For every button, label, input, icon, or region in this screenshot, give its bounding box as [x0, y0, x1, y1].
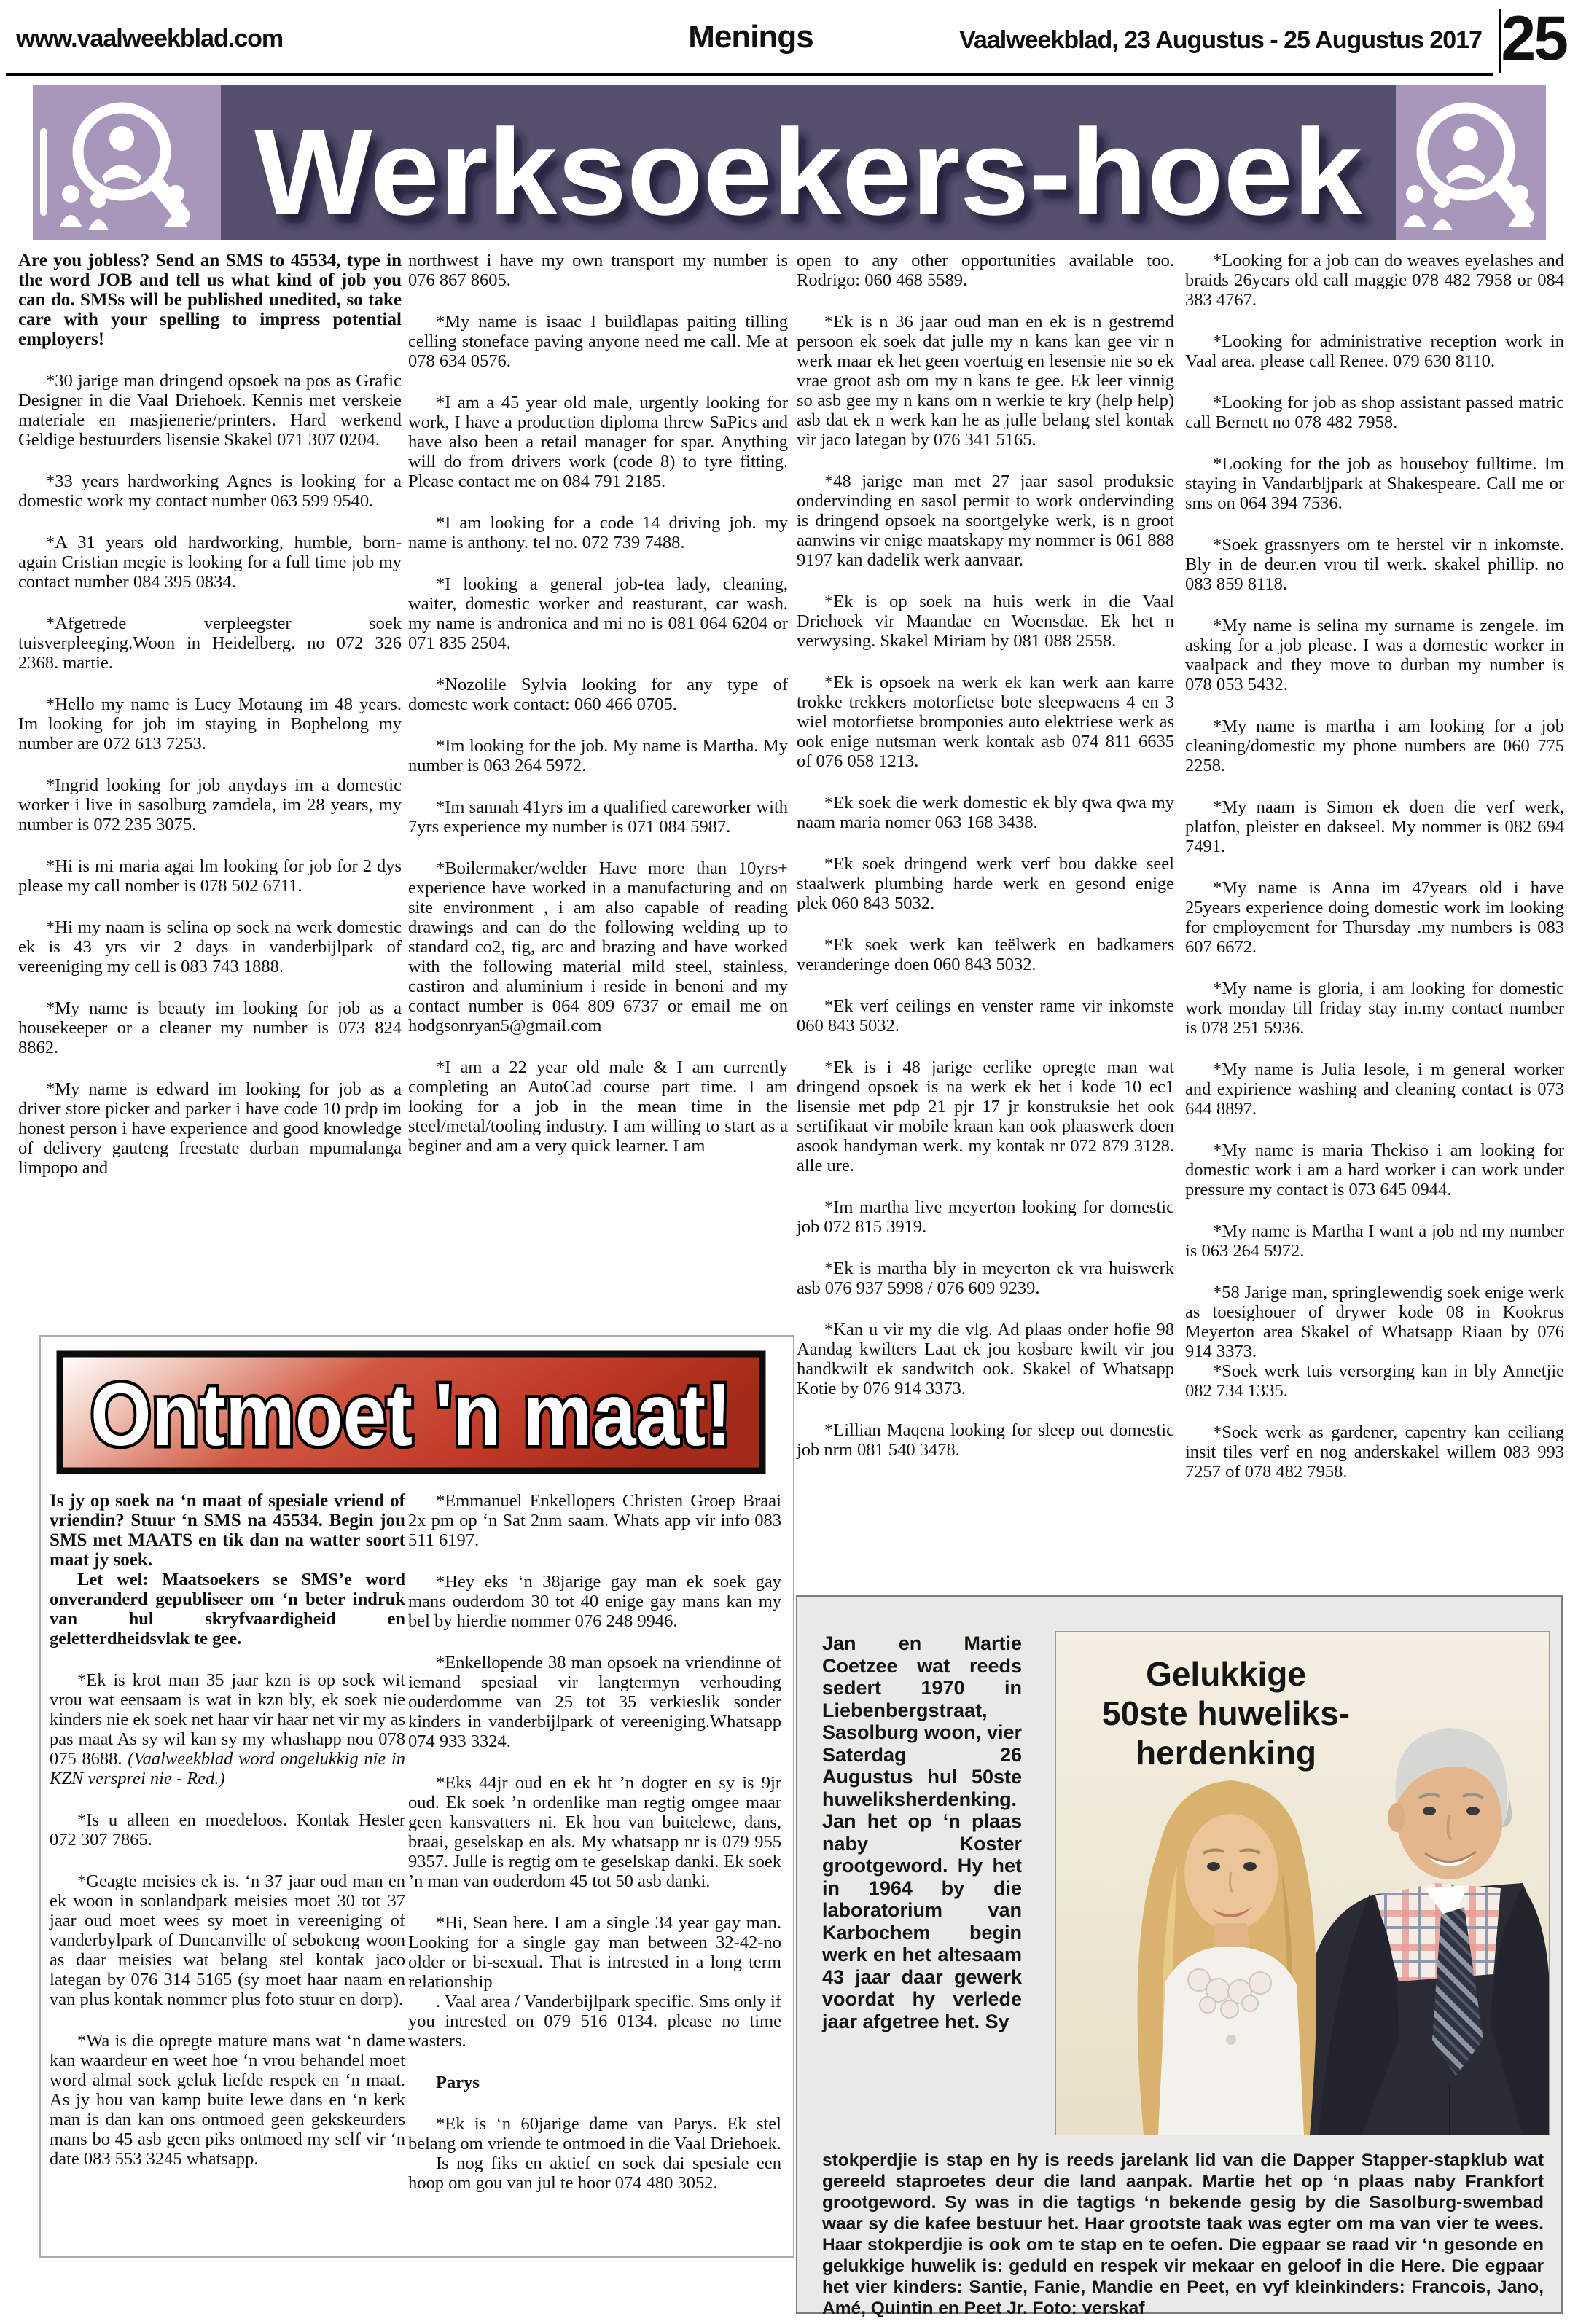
classified-ad: *Ek soek dringend werk verf bou dakke seel staalwerk plumbing harde werk en gesond enige plek 060 843 5032.	[797, 854, 1174, 913]
classified-ad: *My name is beauty im looking for job as a housekeeper or a cleaner my number is 073 824 8862.	[18, 998, 402, 1057]
anniversary-photo-title	[1073, 1654, 1379, 1772]
classified-ad: *My name is selina my surname is zengele. im asking for a job please. I was a domestic worker in vaalpack and they move to durban my number is 078 053 5432.	[1185, 616, 1564, 695]
classified-ad: *Emmanuel Enkellopers Christen Groep Braai 2x pm op ‘n Sat 2nm saam. Whats app vir info 083 511 6197.	[408, 1491, 781, 1550]
classified-ad: *Hi, Sean here. I am a single 34 year gay man. Looking for a single gay man between 32-42-no older or bi-sexual. That is intrested in a long term relationship	[408, 1913, 781, 1992]
classified-ad: *I am a 45 year old male, urgently looking for work, I have a production diploma threw SaPics and have also been a retail manager for spar. Anything will do from drivers work (code 8) to tyre fitting. Please contact me on 084 791 2185.	[408, 393, 788, 491]
werksoekers-banner-title: Werksoekers-hoek	[254, 103, 1363, 240]
classified-ad: *Soek werk tuis versorging kan in bly Annetjie 082 734 1335.	[1185, 1361, 1564, 1401]
classified-ad: *Ek soek die werk domestic ek bly qwa qwa my naam maria nomer 063 168 3438.	[797, 793, 1174, 832]
werksoekers-banner	[221, 85, 1396, 240]
classified-ad: *I am a 22 year old male & I am currently completing an AutoCad course part time. I am looking for a job in the mean time in the steel/metal/tooling industry. I am willing to start as a beginer and am a very quick learner. I am	[408, 1057, 788, 1156]
jobseeker-search-icon	[33, 85, 221, 240]
classified-ad: *My name is Martha I want a job nd my number is 063 264 5972.	[1185, 1221, 1564, 1261]
classified-ad: *Im looking for the job. My name is Martha. My number is 063 264 5972.	[408, 736, 788, 775]
classified-ad: *Boilermaker/welder Have more than 10yrs+ experience have worked in a manufacturing and on site environment , i am also capable of reading drawings and can do the following welding up to standard co2, tig, arc and brazing and have worked with the following material mild steel, stainless, castiron and aluminium i reside in benoni and my contact number is 064 809 6737 or email me on hodgsonryan5@gmail.com	[408, 858, 788, 1036]
classifieds-subheading: Parys	[436, 2073, 480, 2092]
classified-ad: *Afgetrede verpleegster soek tuisverpleeging.Woon in Heidelberg. no 072 326 2368. martie.	[18, 614, 402, 673]
classified-ad: *Im martha live meyerton looking for domestic job 072 815 3919.	[797, 1197, 1174, 1237]
meet-a-mate-banner	[54, 1348, 768, 1476]
classified-ad: *Enkellopende 38 man opsoek na vriendinne of iemand spesiaal vir langtermyn verhouding ouderdomme van 25 tot 35 verkieslik sonder kinders in vanderbijlpark of vereeniging.Whatsapp 074 933 3324.	[408, 1653, 781, 1751]
masthead-divider	[1499, 9, 1501, 73]
classified-ad: *Looking for administrative reception work in Vaal area. please call Renee. 079 630 8110.	[1185, 332, 1564, 371]
classified-ad: *30 jarige man dringend opsoek na pos as Grafic Designer in die Vaal Driehoek. Kennis met verskeie materiale en masjienerie/printers. Hard werkend Geldige bestuurders lisensie Skakel 071 307 0204.	[18, 371, 402, 450]
classified-ad: *Geagte meisies ek is. ‘n 37 jaar oud man en ek woon in sonlandpark meisies moet 30 tot 37 jaar oud moet wees sy moet in vereeniging of vanderbylpark of Duncanville of sebokeng woon as daar meisies wat belang stel kontak jaco lategan by 076 314 5165 (sy moet haar naam en van plus kontak nommer plus foto stuur en dorp).	[50, 1871, 405, 2009]
classified-ad: *I am looking for a code 14 driving job. my name is anthony. tel no. 072 739 7488.	[408, 513, 788, 552]
classified-ad: *Hi is mi maria agai lm looking for job for 2 dys please my call nomber is 078 502 6711.	[18, 856, 402, 896]
classified-ad: *Looking for job as shop assistant passed matric call Bernett no 078 482 7958.	[1185, 393, 1564, 432]
classified-ad: *Nozolile Sylvia looking for any type of domestc work contact: 060 466 0705.	[408, 675, 788, 714]
classified-ad: *Hey eks ‘n 38jarige gay man ek soek gay mans ouderdom 30 tot 40 enige gay mans kan my bel by hierdie nommer 076 248 9946.	[408, 1572, 781, 1631]
classified-ad: *Ek is krot man 35 jaar kzn is op soek wit vrou wat eensaam is wat in kzn bly, ek soek nie kinders nie ek soek net haar vir haar net vir my as pas maat As sy wil kan sy my whashapp nou 078 075 8688. (Vaalweekblad word ongelukkig nie in KZN versprei nie - Red.)	[50, 1670, 405, 1788]
classified-ad: *Ek is opsoek na werk ek kan werk aan karre trokke trekkers motorfietse bote sleepwaens 4 en 3 wiel motorfietse bromponies auto elektriese werk as ook enige nutsman werk kontak asb 074 811 6635 of 076 058 1213.	[797, 673, 1174, 771]
classified-ad: Let wel: Maatsoekers se SMS’e word onveranderd gepubliseer om ‘n beter indruk van hul skryfvaardigheid en geletterdheidsvlak te gee.	[50, 1570, 405, 1648]
classified-ad: *A 31 years old hardworking, humble, born-again Cristian megie is looking for a full time job my contact number 084 395 0834.	[18, 533, 402, 592]
classified-ad: *Is u alleen en moedeloos. Kontak Hester 072 307 7865.	[50, 1810, 405, 1850]
section-title: Menings	[688, 19, 813, 55]
classified-ad: *58 Jarige man, springlewendig soek enige werk as toesighouer of drywer kode 08 in Kookrus Meyerton area Skakel of Whatsapp Riaan by 076 914 3373.	[1185, 1283, 1564, 1361]
classifieds-column-2	[408, 251, 788, 1156]
photo-title-line: 50ste huweliks-	[1101, 1694, 1351, 1732]
classified-ad: *My name is edward im looking for job as a driver store picker and parker i have code 10 prdp im honest person i have experience and good knowledge of delivery gauteng freestate durban mpumalanga limpopo and	[18, 1079, 402, 1178]
classified-ad: northwest i have my own transport my number is 076 867 8605.	[408, 251, 788, 290]
classifieds-column-3	[797, 251, 1174, 1460]
classified-ad: *Ek is op soek na huis werk in die Vaal Driehoek vir Maandae en Woensdae. Ek het n verwysing. Skakel Miriam by 081 088 2558.	[797, 592, 1174, 651]
classified-ad: *Ek verf ceilings en venster rame vir inkomste 060 843 5032.	[797, 996, 1174, 1036]
classified-ad: Are you jobless? Send an SMS to 45534, type in the word JOB and tell us what kind of job you can do. SMSs will be published unedited, so take care with your spelling to impress potential employers!	[18, 251, 402, 349]
classified-ad: . Vaal area / Vanderbijlpark specific. Sms only if you intrested on 079 516 0134. please no time wasters.	[408, 1992, 781, 2051]
classified-ad: *Hi my naam is selina op soek na werk domestic ek is 43 yrs vir 2 days in vanderbijlpark of vereeniging my cell is 083 743 1888.	[18, 918, 402, 977]
photo-title-line: herdenking	[1136, 1734, 1316, 1772]
classified-ad: *Soek grassnyers om te herstel vir n inkomste. Bly in de deur.en vrou til werk. skakel phillip. no 083 859 8118.	[1185, 535, 1564, 594]
classified-ad: *Looking for a job can do weaves eyelashes and braids 26years old call maggie 078 482 7958 or 084 383 4767.	[1185, 251, 1564, 310]
classified-ad: *My name is Julia lesole, i m general worker and expirience washing and cleaning contact is 073 644 8897.	[1185, 1060, 1564, 1119]
classified-ad: *My name is maria Thekiso i am looking for domestic work i am a hard worker i can work under pressure my contact is 073 645 0944.	[1185, 1141, 1564, 1200]
photo-title-line: Gelukkige	[1146, 1655, 1306, 1693]
classified-ad: *Ek soek werk kan teëlwerk en badkamers veranderinge doen 060 843 5032.	[797, 935, 1174, 974]
classified-ad: open to any other opportunities available too. Rodrigo: 060 468 5589.	[797, 251, 1174, 290]
classified-ad: *My name is gloria, i am looking for domestic work monday till friday stay in.my contact number is 078 251 5936.	[1185, 979, 1564, 1038]
classified-ad: *Im sannah 41yrs im a qualified careworker with 7yrs experience my number is 071 084 5987.	[408, 797, 788, 837]
classifieds-column-4	[1185, 251, 1564, 1482]
classified-ad: Is jy op soek na ‘n maat of spesiale vriend of vriendin? Stuur ‘n SMS na 45534. Begin jou SMS met MAATS en tik dan na watter soort maat jy soek.	[50, 1491, 405, 1570]
classified-ad: *Lillian Maqena looking for sleep out domestic job nrm 081 540 3478.	[797, 1420, 1174, 1460]
classifieds-column-1	[18, 251, 402, 1178]
anniversary-caption: stokperdjie is stap en hy is reeds jarelank lid van die Dapper Stapper-stapklub wat gereeld staproetes deur die land aanpak. Martie het op ‘n plaas naby Frankfort grootgeword. Sy was in die tagtigs ‘n bekende gesig by die Sasolburg-swembad waar sy die kafee bestuur het. Haar grootste taak was egter om ma van vier te wees. Haar stokperdjie is ook om te stap en te oefen. Die egpaar se raad vir ‘n gesonde en gelukkige huwelik is: geduld en respek vir mekaar en geloof in die Here. Die egpaar het vier kinders: Santie, Fanie, Mandie en Peet, en vyf kleinkinders: Francois, Jano, Amé, Quintin en Peet Jr. Foto: verskaf	[822, 2151, 1544, 2318]
classified-ad: *Ek is n 36 jaar oud man en ek is n gestremd persoon ek soek dat julle my n kans kan gee vir n werk maar ek het geen voertuig en lesensie nie so ek vrae groot asb om my n kans te gee. Ek leer vinnig so asb gee my n kans om n werkie te kry (help help) asb dat ek n werk kan he as julle belang stel kontak vir jaco lategan by 076 341 5165.	[797, 312, 1174, 450]
classified-ad: *Wa is die opregte mature mans wat ‘n dame kan waardeur en weet hoe ‘n vrou behandel moet word almal soek geluk liefde respek en ‘n maat. As jy hou van kamp buite lewe dans en ‘n kerk man is dan kan ons ontmoed geen gekskeurders mans bo 45 asb geen piks ontmoed my self vir ‘n date 083 553 3245 whatsapp.	[50, 2031, 405, 2169]
classified-ad: *Eks 44jr oud en ek ht ’n dogter en sy is 9jr oud. Ek soek ’n ordenlike man regtig omgee maar geen kansvatters ni. Ek hou van buitelewe, dans, braai, geselskap en als. My whatsapp nr is 079 955 9357. Julle is regtig om te geselskap danki. Ek soek ’n man van ouderdom 45 tot 50 asb danki.	[408, 1773, 781, 1891]
classified-ad: *My naam is Simon ek doen die verf werk, platfon, pleister en dakseel. My nommer is 082 694 7491.	[1185, 797, 1564, 856]
anniversary-side-text: Jan en Martie Coetzee wat reeds sedert 1970 in Liebenbergstraat, Sasolburg woon, vier Saterdag 26 Augustus hul 50ste huweliksherdenking. Jan het op ‘n plaas naby Koster grootgeword. Hy het in 1964 by die laboratorium van Karbochem begin werk en het altesaam 43 jaar daar gewerk voordat hy verlede jaar afgetree het. Sy	[822, 1632, 1022, 2032]
classified-ad: *My name is Anna im 47years old i have 25years experience doing domestic work im looking for employement for Thursday .my numbers is 083 607 6672.	[1185, 878, 1564, 957]
masthead-rule	[6, 73, 1493, 76]
classified-ad: *My name is martha i am looking for a job cleaning/domestic my phone numbers are 060 775 2258.	[1185, 716, 1564, 775]
classified-ad: *Ingrid looking for job anydays im a domestic worker i live in sasolburg zamdela, im 28 years, my number is 072 235 3075.	[18, 775, 402, 834]
classified-ad: *Ek is martha bly in meyerton ek vra huiswerk asb 076 937 5998 / 076 609 9239.	[797, 1259, 1174, 1298]
mate-column-2	[408, 1491, 781, 2193]
classified-ad: *Ek is ‘n 60jarige dame van Parys. Ek stel belang om vriende te ontmoed in die Vaal Driehoek.	[408, 2114, 781, 2153]
classified-ad: *My name is isaac I buildlapas paiting tilling celling stoneface paving anyone need me call. Me at 078 634 0576.	[408, 312, 788, 371]
edition-date: Vaalweekblad, 23 Augustus - 25 Augustus 2017	[959, 26, 1482, 54]
website-url: www.vaalweekblad.com	[16, 25, 284, 52]
meet-a-mate-banner-title: Ontmoet 'n maat!	[90, 1365, 732, 1464]
jobseeker-search-icon	[1396, 85, 1546, 240]
classified-ad: *33 years hardworking Agnes is looking for a domestic work my contact number 063 599 9540.	[18, 472, 402, 511]
page-number: 25	[1501, 4, 1566, 74]
classified-ad: *Hello my name is Lucy Motaung im 48 years. Im looking for job im staying in Bophelong my number are 072 613 7253.	[18, 695, 402, 754]
classified-ad: *Kan u vir my die vlg. Ad plaas onder hofie 98 Aandag kwilters Laat ek jou kosbare kwilt vir jou handkwilt ek sandwitch ook. Skakel of Whatsapp Kotie by 076 914 3373.	[797, 1320, 1174, 1398]
classified-ad: *48 jarige man met 27 jaar sasol produksie ondervinding en sasol permit to work ondervinding is dringend opsoek na soortgelyke werk, is n groot aanwins vir enige maatskapy my nommer is 061 888 9197 kan dadelik werk aanvaar.	[797, 472, 1174, 570]
classified-ad: *I looking a general job-tea lady, cleaning, waiter, domestic worker and reasturant, car wash. my name is andronica and mi no is 081 064 6204 or 071 835 2504.	[408, 574, 788, 653]
classified-ad: *Soek werk as gardener, capentry kan ceiliang insit tiles verf en nog anderskakel willem 083 993 7257 of 078 482 7958.	[1185, 1423, 1564, 1482]
classified-ad: *Ek is i 48 jarige eerlike opregte man wat dringend opsoek is na werk ek het i kode 10 ec1 lisensie met pdp 21 pjr 17 jr konstruksie het ook sertifikaat vir mobile kraan kan ook plaaswerk doen asook handyman werk. my kontak nr 072 879 3128. alle ure.	[797, 1057, 1174, 1175]
classified-ad: *Looking for the job as houseboy fulltime. Im staying in Vandarbljpark at Shakespeare. Call me or sms on 064 394 7536.	[1185, 454, 1564, 513]
mate-column-1	[50, 1491, 405, 2169]
classified-ad: Is nog fiks en aktief en soek dai spesiale een hoop om gou van jul te hoor 074 480 3052.	[408, 2153, 781, 2193]
